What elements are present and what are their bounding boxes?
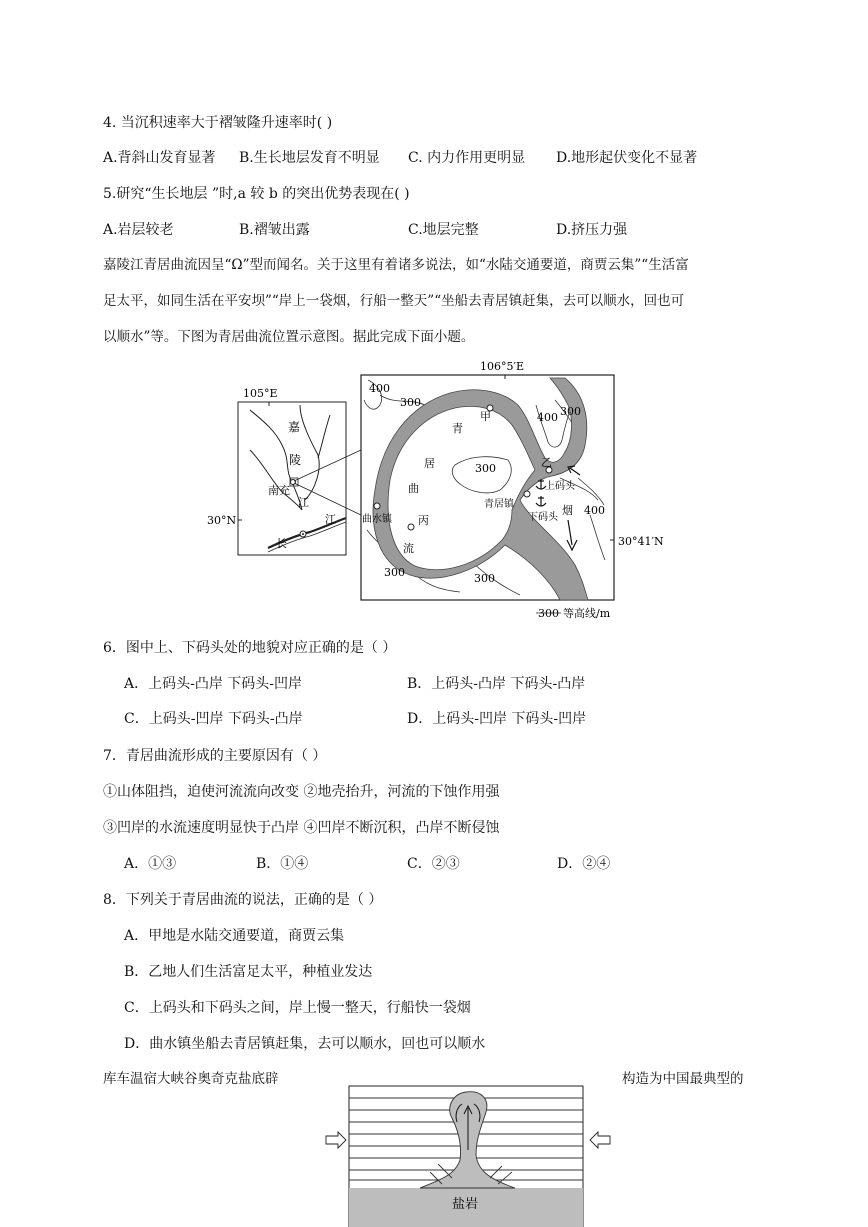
passage-line-2: 足太平，如同生活在平安坝”“岸上一袋烟，行船一整天”“坐船去青居镇赶集，去可以顺水，回也可 — [103, 293, 685, 309]
contour-label: 400 — [369, 382, 390, 395]
river-char: 居 — [424, 457, 435, 470]
inset-label-ling: 陵 — [289, 453, 302, 467]
q4-option-d: D.地形起伏变化不显著 — [556, 150, 698, 166]
place-qingju-town: 青居镇 — [484, 499, 514, 510]
salt-rock-label: 盐岩 — [452, 1197, 479, 1212]
bottom-text-right: 构造为中国最典型的 — [622, 1071, 744, 1087]
legend-contour-text: 等高线/m — [563, 607, 611, 620]
place-lower-dock: 下码头 — [528, 512, 558, 523]
inset-label-jiang: 江 — [298, 496, 309, 509]
q8-stem: 8．下列关于青居曲流的说法，正确的是（ ） — [103, 892, 383, 908]
q4-option-b: B.生长地层发育不明显 — [239, 150, 380, 166]
contour-label: 300 — [475, 462, 496, 475]
q7-option-d: D．②④ — [557, 856, 611, 872]
q7-stem: 7．青居曲流形成的主要原因有（ ） — [103, 748, 327, 764]
q5-option-b: B.褶皱出露 — [239, 222, 310, 238]
passage-line-3: 以顺水”等。下图为青居曲流位置示意图。据此完成下面小题。 — [103, 329, 475, 345]
inset-location-map — [207, 387, 361, 555]
legend-contour-value: 300 — [538, 607, 559, 620]
bottom-text-left: 库车温宿大峡谷奥奇克盐底辟 — [103, 1071, 279, 1087]
contour-label: 400 — [537, 411, 558, 424]
place-qushui-town: 曲水镇 — [362, 514, 392, 525]
contour-label: 300 — [384, 566, 405, 579]
inset-label-jia: 嘉 — [288, 420, 301, 434]
inset-label-nanchong: 南充 — [268, 484, 290, 497]
inset-label-chang: 长 — [276, 537, 287, 550]
river-char: 流 — [403, 542, 414, 555]
q6-stem: 6．图中上、下码头处的地貌对应正确的是（ ） — [103, 640, 397, 656]
river-char: 曲 — [408, 482, 419, 495]
main-meander-map — [361, 360, 664, 620]
salt-diapir-diagram — [0, 1080, 868, 1227]
q6-option-b: B．上码头-凸岸 下码头-凸岸 — [407, 676, 586, 692]
contour-label: 300 — [560, 405, 581, 418]
passage-line-1: 嘉陵江青居曲流因呈“Ω”型而闻名。关于这里有着诸多说法，如“水陆交通要道，商贾云集”“生活富 — [103, 257, 689, 273]
place-jia: 甲 — [480, 410, 491, 423]
q8-option-a: A．甲地是水陆交通要道，商贾云集 — [124, 928, 345, 944]
q4-stem: 4. 当沉积速率大于褶皱隆升速率时( ) — [103, 115, 333, 131]
inset-label-jiang2: 江 — [325, 513, 336, 526]
river-char: 青 — [452, 422, 463, 435]
q7-option-c: C．②③ — [407, 856, 460, 872]
inset-longitude-label: 105°E — [243, 387, 278, 400]
place-yan: 烟 — [562, 504, 573, 517]
q6-option-c: C．上码头-凹岸 下码头-凸岸 — [124, 711, 303, 727]
q8-option-b: B．乙地人们生活富足太平，种植业发达 — [124, 964, 373, 980]
q4-option-a: A.背斜山发育显著 — [103, 150, 216, 166]
inset-latitude-label: 30°N — [207, 514, 237, 527]
q7-statements-2: ③凹岸的水流速度明显快于凸岸 ④凹岸不断沉积，凸岸不断侵蚀 — [103, 820, 500, 836]
q6-option-d: D．上码头-凹岸 下码头-凹岸 — [407, 711, 587, 727]
q8-option-d: D．曲水镇坐船去青居镇赶集，去可以顺水，回也可以顺水 — [124, 1036, 486, 1052]
main-latitude-label: 30°41′N — [618, 535, 664, 548]
contour-label: 300 — [400, 396, 421, 409]
compression-arrow-left — [326, 1132, 346, 1148]
map-legend — [536, 606, 611, 620]
q4-option-c: C. 内力作用更明显 — [408, 150, 526, 166]
compression-arrow-right — [590, 1132, 610, 1148]
q7-statements-1: ①山体阻挡，迫使河流流向改变 ②地壳抬升，河流的下蚀作用强 — [103, 784, 500, 800]
q7-option-a: A．①③ — [124, 856, 177, 872]
contour-label: 400 — [584, 504, 605, 517]
q6-option-a: A．上码头-凸岸 下码头-凹岸 — [124, 676, 303, 692]
contour-label: 300 — [474, 572, 495, 585]
main-longitude-label: 106°5′E — [480, 360, 525, 373]
place-upper-dock: 上码头 — [545, 481, 575, 492]
q5-stem: 5.研究“生长地层 ”时,a 较 b 的突出优势表现在( ) — [103, 186, 410, 202]
q5-option-c: C.地层完整 — [408, 222, 479, 238]
q8-option-c: C．上码头和下码头之间，岸上慢一整天，行船快一袋烟 — [124, 1000, 471, 1016]
place-yi: 乙 — [541, 456, 552, 469]
q5-option-a: A.岩层较老 — [103, 222, 174, 238]
place-bing: 丙 — [418, 514, 429, 527]
q5-option-d: D.挤压力强 — [556, 222, 628, 238]
q7-option-b: B．①④ — [256, 856, 309, 872]
